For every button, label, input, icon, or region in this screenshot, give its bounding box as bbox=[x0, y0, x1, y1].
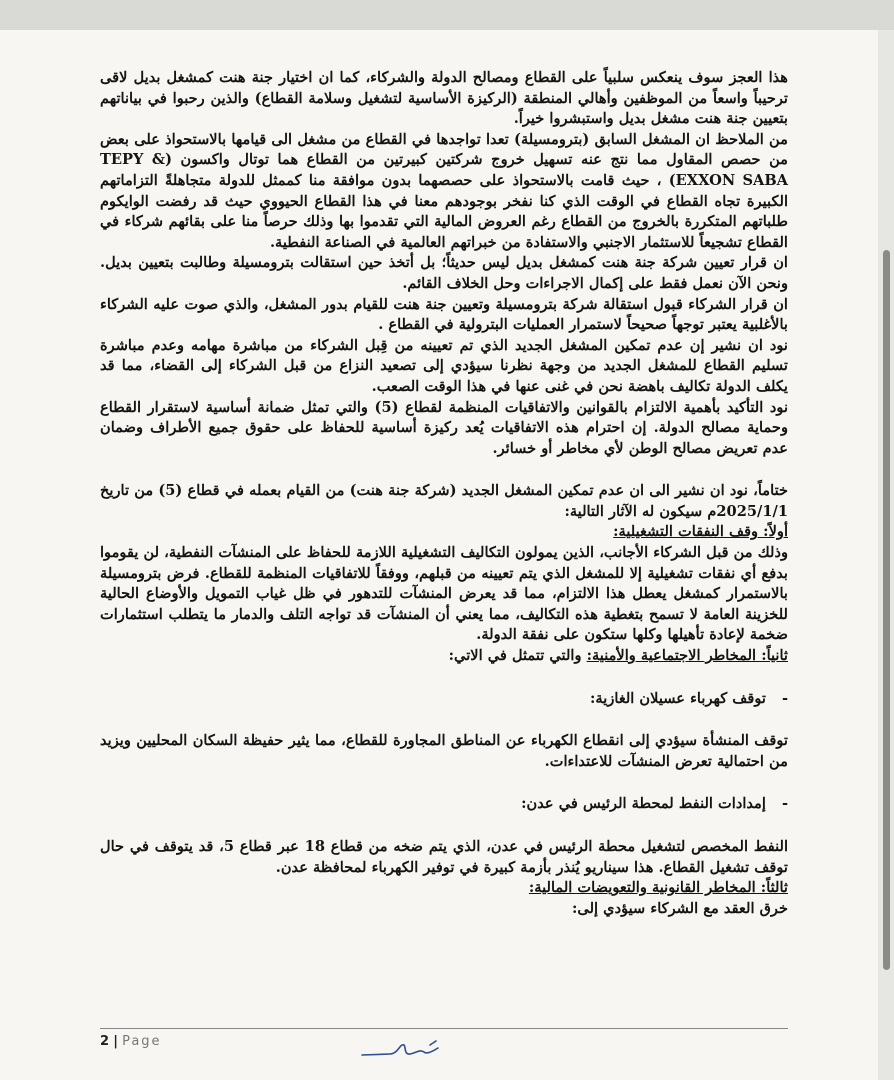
page-footer bbox=[100, 1034, 162, 1049]
section3-heading: ثالثاً: المخاطر القانونية والتعويضات المالية: bbox=[528, 879, 788, 897]
section1-heading: أولاً: وقف النفقات التشغيلية: bbox=[613, 523, 788, 541]
closing-paragraph: ختاماً، نود ان نشير الى ان عدم تمكين المشغل الجديد (شركة جنة هنت) من القيام بعمله في قطاع (5) من تاريخ 2025/1/1م سيكون له الآثار التالية: bbox=[100, 482, 788, 520]
section2-heading: ثانياً: المخاطر الاجتماعية والأمنية: bbox=[586, 647, 788, 665]
page-label: Page bbox=[122, 1034, 162, 1049]
paragraph-4: ان قرار الشركاء قبول استقالة شركة بترومسيلة وتعيين جنة هنت للقيام بدور المشغل، والذي صوت عليه الشركاء بالأغلبية يعتبر توجهاً صحيحاً لاستمرار العمليات البترولية في القطاع . bbox=[100, 295, 788, 334]
bullet2-text: النفط المخصص لتشغيل محطة الرئيس في عدن، الذي يتم ضخه من قطاع 18 عبر قطاع 5، قد يتوقف في حال توقف تشغيل القطاع. هذا سيناريو يُنذر بأزمة كبيرة في توفير الكهرباء لمحافظة عدن. bbox=[100, 838, 788, 876]
footer-divider bbox=[100, 1028, 788, 1029]
bullet-item: - إمدادات النفط لمحطة الرئيس في عدن: bbox=[100, 794, 788, 815]
paragraph-1: هذا العجز سوف ينعكس سلبياً على القطاع ومصالح الدولة والشركاء، كما ان اختيار جنة هنت كمشغل بديل لاقى ترحيباً واسعاً من الموظفين وأهالي المنطقة (الركيزة الأساسية لتشغيل وسلامة القطاع) والذين رحبوا في بياناتهم بتعيين جنة هنت مشغل بديل واستبشروا خيراً. bbox=[100, 69, 788, 128]
paragraph-5: نود ان نشير إن عدم تمكين المشغل الجديد الذي تم تعيينه من قِبل الشركاء من مباشرة مهامه وعدم مباشرة تسليم القطاع للمشغل الجديد من وجهة نظرنا سيؤدي إلى تصعيد النزاع من قبل الشركاء إلى القضاء، مما قد يكلف الدولة تكاليف باهضة نحن في غنى عنها في هذا الوقت الصعب. bbox=[100, 336, 788, 395]
document-page bbox=[0, 30, 878, 1080]
paragraph-2: من الملاحظ ان المشغل السابق (بترومسيلة) تعدا تواجدها في القطاع من مشغل الى قيامها بالاستحواذ على بعض من حصص المقاول مما نتج عنه تسهيل خروج شركتين كبيرتين من القطاع هما توتال واكسون (TEPY & EXXON SABA) ، حيث قامت بالاستحواذ على حصصهما بدون موافقة منا كممثل للدولة متجاهلةً التزاماتهم الكبيرة تجاه القطاع في الوقت الذي كنا نفخر بوجودهم معنا في هذا القطاع الحيووي حيث قد رفضت الوايكوم طلباتهم المتكررة بالخروج من القطاع رغم العروض المالية التي تقدموا بها وذلك حرصاً منا على بقائهم شركاء في القطاع تشجيعاً للاستثمار الاجنبي والاستفادة من خبراتهم العالمية في الصناعة النفطية. bbox=[100, 130, 789, 251]
paragraph-6: نود التأكيد بأهمية الالتزام بالقوانين والاتفاقيات المنظمة لقطاع (5) والتي تمثل ضمانة أساسية لاستقرار القطاع وحماية مصالح الدولة. إن احترام هذه الاتفاقيات يُعد ركيزة أساسية للحفاظ على حقوق جميع الأطراف وضمان عدم تعريض مصالح الوطن لأي مخاطر أو خسائر. bbox=[100, 398, 788, 457]
section2-heading-tail: والتي تتمثل في الاتي: bbox=[448, 647, 587, 665]
scrollbar-thumb[interactable] bbox=[883, 250, 890, 970]
bullet-item: - توقف كهرباء عسيلان الغازية: bbox=[100, 689, 788, 710]
document-body bbox=[100, 68, 788, 919]
signature-image bbox=[360, 1035, 450, 1065]
section1-text: وذلك من قبل الشركاء الأجانب، الذين يمولون التكاليف التشغيلية اللازمة للحفاظ على المنشآت النفطية، لن يقوموا بدفع أي نفقات تشغيلية إلا للمشغل الذي يتم تعيينه من قبلهم، ووفقاً للاتفاقيات المنظمة للقطاع. فرض بترومسيلة بالاستمرار كمشغل يعطل هذا الالتزام، مما قد يعرض المنشآت للتدهور في ظل غياب التمويل والأوضاع الحالية للخزينة العامة لا تسمح بتغطية هذه التكاليف، مما يعني أن المنشآت قد تواجه التلف والدمار ما يتطلب استثمارات ضخمة لإعادة تأهيلها وكلها ستكون على نفقة الدولة. bbox=[100, 544, 788, 644]
section3-text: خرق العقد مع الشركاء سيؤدي إلى: bbox=[572, 899, 788, 917]
paragraph-3: ان قرار تعيين شركة جنة هنت كمشغل بديل ليس حديثاً؛ بل أتخذ حين استقالت بترومسيلة وطالبت بتعيين بديل. ونحن الآن نعمل فقط على إكمال الاجراءات وحل الخلاف القائم. bbox=[100, 254, 788, 292]
vertical-scrollbar[interactable] bbox=[878, 30, 894, 1080]
bullet1-text: توقف المنشأة سيؤدي إلى انقطاع الكهرباء عن المناطق المجاورة للقطاع، مما يثير حفيظة السكان المحليين ويزيد من احتمالية تعرض المنشآت للاعتداءات. bbox=[100, 732, 788, 770]
page-number: 2 bbox=[100, 1034, 110, 1049]
section2-heading-line bbox=[100, 646, 788, 667]
page-separator: | bbox=[113, 1034, 118, 1049]
